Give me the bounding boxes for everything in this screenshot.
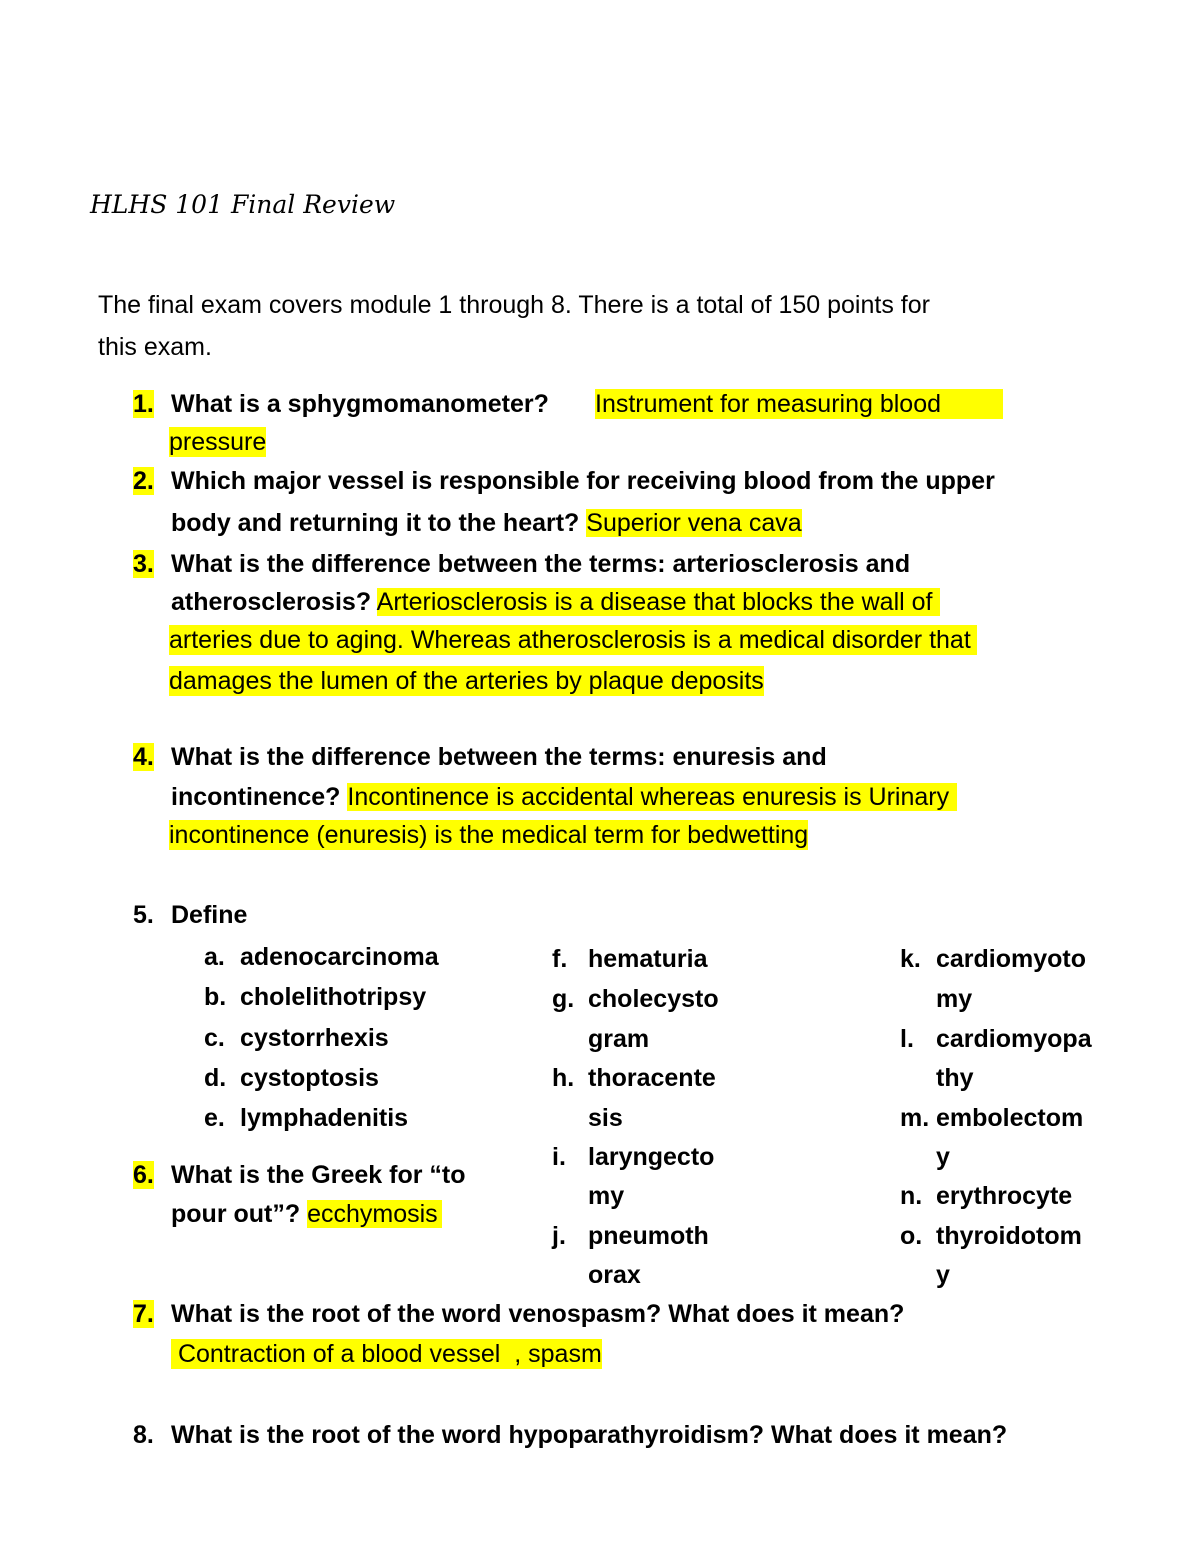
intro-line-2: this exam. (98, 333, 212, 361)
q1-answer-line-2: pressure (169, 428, 267, 456)
q8-question: What is the root of the word hypoparathyroidism? What does it mean? (171, 1421, 1008, 1449)
term-h-cont: sis (588, 1104, 623, 1132)
term-l-cont: thy (936, 1064, 974, 1092)
q3-answer-line-2: arteries due to aging. Whereas atherosclerosis is a medical disorder that (169, 625, 977, 655)
q6-answer: ecchymosis (307, 1200, 442, 1228)
q1 (133, 389, 549, 419)
term-m-cont: y (936, 1143, 950, 1171)
q6-question-line-1: What is the Greek for “to (171, 1161, 466, 1189)
q7 (133, 1299, 904, 1329)
q7-number: 7. (133, 1300, 154, 1328)
q6 (133, 1160, 465, 1190)
term-a: a. adenocarcinoma (204, 943, 439, 971)
term-f: f. hematuria (552, 945, 708, 973)
term-e: e. lymphadenitis (204, 1104, 409, 1132)
term-i: i. laryngecto (552, 1143, 715, 1171)
q5-label: Define (171, 901, 248, 929)
q1-number: 1. (133, 390, 154, 418)
term-k: k. cardiomyoto (900, 945, 1087, 973)
page-title: HLHS 101 Final Review (90, 190, 396, 219)
q6-line-2 (171, 1199, 442, 1229)
q4 (133, 742, 827, 772)
q4-answer-line-1: Incontinence is accidental whereas enuresis is Urinary (347, 783, 957, 811)
q3-question-line-2: atherosclerosis? (171, 588, 372, 616)
q3-answer-line-1: Arteriosclerosis is a disease that blocks the wall of (377, 588, 941, 616)
q1-answer-line-1: Instrument for measuring blood (595, 389, 1003, 419)
term-o-cont: y (936, 1261, 950, 1289)
q3-answer-line-3: damages the lumen of the arteries by plaque deposits (169, 667, 764, 695)
term-l: l. cardiomyopa (900, 1025, 1092, 1053)
term-i-cont: my (588, 1182, 625, 1210)
q4-answer-line-2: incontinence (enuresis) is the medical term for bedwetting (169, 821, 809, 849)
q2-answer: Superior vena cava (586, 509, 802, 537)
q4-question-line-1: What is the difference between the terms: enuresis and (171, 743, 827, 771)
q6-number: 6. (133, 1161, 154, 1189)
q3-line-2 (171, 587, 940, 617)
q2 (133, 466, 995, 496)
term-g-cont: gram (588, 1025, 650, 1053)
term-k-cont: my (936, 985, 973, 1013)
q3-question-line-1: What is the difference between the terms: arteriosclerosis and (171, 550, 911, 578)
q3 (133, 549, 910, 579)
intro-line-1: The final exam covers module 1 through 8. There is a total of 150 points for (98, 291, 930, 319)
q7-question: What is the root of the word venospasm? What does it mean? (171, 1300, 905, 1328)
q5-number: 5. (133, 901, 154, 929)
term-j: j. pneumoth (552, 1222, 709, 1250)
q3-number: 3. (133, 550, 154, 578)
term-d: d. cystoptosis (204, 1064, 379, 1092)
q8-number: 8. (133, 1421, 154, 1449)
term-n: n. erythrocyte (900, 1182, 1073, 1210)
q8 (133, 1420, 1007, 1450)
q5 (133, 900, 247, 930)
q4-number: 4. (133, 743, 154, 771)
q1-question: What is a sphygmomanometer? (171, 390, 549, 418)
term-g: g. cholecysto (552, 985, 719, 1013)
term-m: m. embolectom (900, 1104, 1084, 1132)
q7-answer: Contraction of a blood vessel , spasm (171, 1340, 602, 1368)
term-c: c. cystorrhexis (204, 1024, 389, 1052)
q4-line-2 (171, 782, 957, 812)
q2-number: 2. (133, 467, 154, 495)
term-h: h. thoracente (552, 1064, 716, 1092)
term-j-cont: orax (588, 1261, 641, 1289)
q2-question-line-1: Which major vessel is responsible for receiving blood from the upper (171, 467, 995, 495)
q6-question-line-2: pour out”? (171, 1200, 301, 1228)
term-o: o. thyroidotom (900, 1222, 1082, 1250)
q4-question-line-2: incontinence? (171, 783, 341, 811)
q2-line-2 (171, 508, 802, 538)
q2-question-line-2: body and returning it to the heart? (171, 509, 580, 537)
term-b: b. cholelithotripsy (204, 983, 427, 1011)
